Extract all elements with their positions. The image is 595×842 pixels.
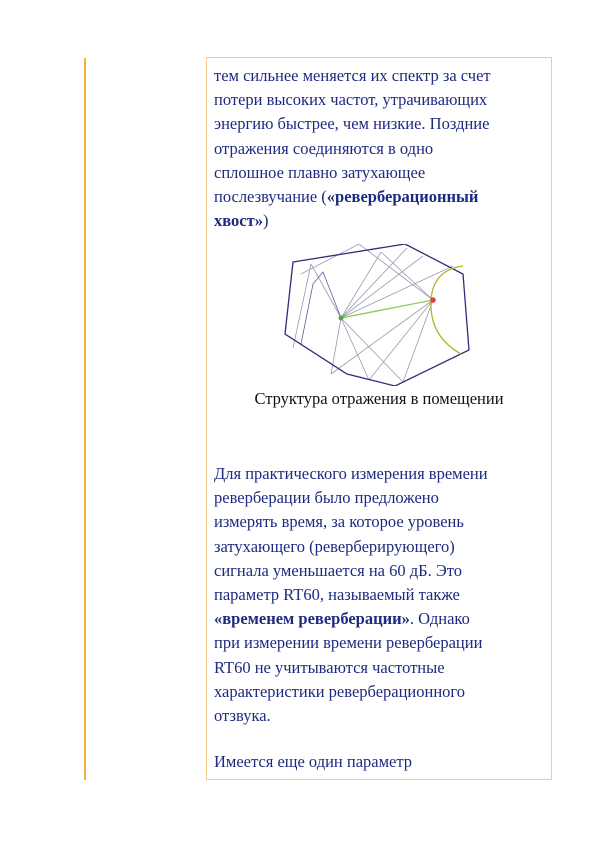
reflection-ray xyxy=(331,300,433,374)
closing-paren: ) xyxy=(262,211,269,231)
listener-point xyxy=(430,297,436,303)
content-frame xyxy=(206,57,552,780)
reflection-ray xyxy=(369,300,433,380)
left-margin-rule xyxy=(84,58,86,780)
body-line: измерять время, за которое уровень xyxy=(214,512,464,532)
figure-caption: Структура отражения в помещении xyxy=(254,389,504,408)
body-line: при измерении времени реверберации xyxy=(214,633,483,653)
intro-paragraph xyxy=(214,64,550,233)
body-line: затухающего (реверберирующего) xyxy=(214,536,455,556)
reflection-ray xyxy=(341,266,453,318)
bold-term-reverb-tail-end: хвост» xyxy=(214,211,263,231)
direct-sound-ray xyxy=(341,300,433,318)
intro-line: энергию быстрее, чем низкие. Поздние xyxy=(214,114,490,134)
trailing-line: Имеется еще один параметр xyxy=(214,752,413,771)
body-line: реверберации было предложено xyxy=(214,488,439,508)
reflection-ray xyxy=(311,264,341,318)
intro-line: отражения соединяются в одно xyxy=(214,138,434,158)
reflection-structure-diagram xyxy=(283,244,475,386)
intro-line: послезвучание ( xyxy=(214,187,327,207)
wavefront-arc xyxy=(431,266,463,354)
body-line: Для практического измерения времени xyxy=(214,464,488,483)
body-line: RT60 не учитываются частотные xyxy=(214,657,445,677)
reflection-ray xyxy=(381,252,433,300)
room-wall-outline xyxy=(285,244,469,386)
intro-line: потери высоких частот, утрачивающих xyxy=(214,90,488,110)
bold-term-reverb-time: «временем реверберации» xyxy=(214,609,410,629)
body-line: сигнала уменьшается на 60 дБ. Это xyxy=(214,560,463,580)
intro-line: тем сильнее меняется их спектр за счет xyxy=(214,66,491,85)
body-line: характеристики реверберационного xyxy=(214,681,466,701)
sound-source-point xyxy=(339,316,344,321)
intro-line: сплошное плавно затухающее xyxy=(214,162,426,182)
reflection-ray xyxy=(341,256,423,318)
body-paragraph xyxy=(214,462,550,728)
reflection-ray xyxy=(331,318,341,374)
reflection-ray xyxy=(341,252,381,318)
body-line: параметр RT60, называемый также xyxy=(214,585,460,605)
bold-term-reverb-tail: «реверберационный xyxy=(326,187,479,207)
body-line: отзвука. xyxy=(214,706,271,726)
reflection-ray xyxy=(341,318,403,382)
body-line: . Однако xyxy=(409,609,470,629)
